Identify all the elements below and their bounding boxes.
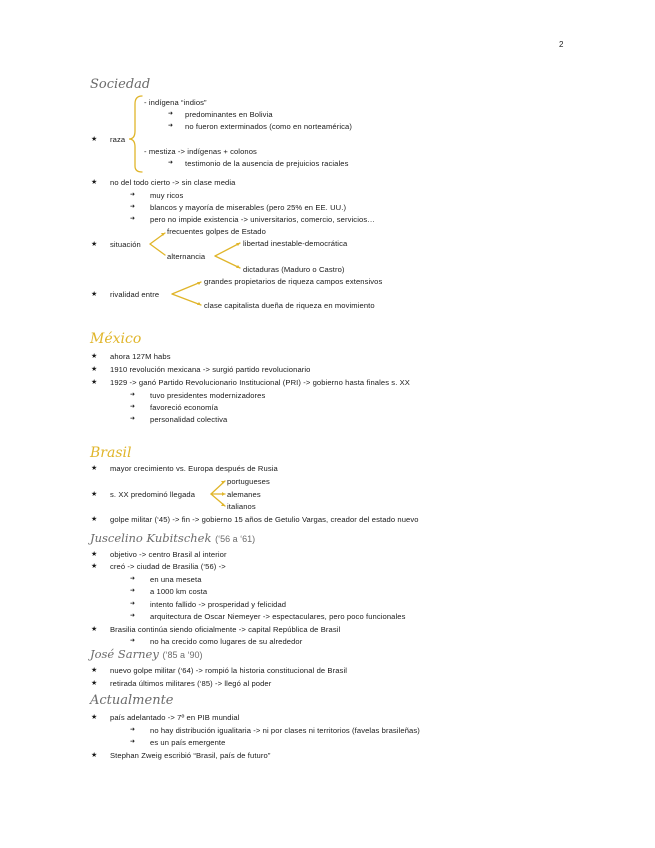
llegada-portugueses: portugueses — [227, 477, 270, 486]
raza-mestiza: - mestiza -> indígenas + colonos — [144, 147, 257, 156]
arrow-bullet-icon: ➜ — [130, 576, 136, 582]
star-bullet-icon: ★ — [91, 366, 98, 373]
list-item: no hay distribución igualitaria -> ni por clases ni territorios (favelas brasileñas) — [150, 726, 420, 735]
rivalidad-arrow-up — [172, 282, 201, 294]
brasil-golpe: golpe militar (‘45) -> fin -> gobierno 15 años de Getulio Vargas, creador del estado nuevo — [110, 515, 419, 524]
arrow-bullet-icon: ➜ — [130, 601, 136, 607]
heading-brasil: Brasil — [90, 445, 132, 461]
star-bullet-icon: ★ — [91, 179, 98, 186]
star-bullet-icon: ★ — [91, 667, 98, 674]
heading-actualmente: Actualmente — [90, 693, 174, 708]
sarney-name: José Sarney — [90, 647, 159, 661]
star-bullet-icon: ★ — [91, 714, 98, 721]
star-bullet-icon: ★ — [91, 291, 98, 298]
star-bullet-icon: ★ — [91, 353, 98, 360]
rivalidad-b: clase capitalista dueña de riqueza en movimiento — [204, 301, 375, 310]
arrow-bullet-icon: ➜ — [130, 216, 136, 222]
arrow-bullet-icon: ➜ — [168, 160, 174, 166]
raza-indigena: - indígena “indios” — [144, 98, 207, 107]
list-item: pero no impide existencia -> universitarios, comercio, servicios… — [150, 215, 375, 224]
arrow-bullet-icon: ➜ — [130, 392, 136, 398]
star-bullet-icon: ★ — [91, 516, 98, 523]
situacion-dictaduras: dictaduras (Maduro o Castro) — [243, 265, 345, 274]
list-item: Stephan Zweig escribió “Brasil, país de futuro” — [110, 751, 271, 760]
list-item: a 1000 km costa — [150, 587, 208, 596]
star-bullet-icon: ★ — [91, 379, 98, 386]
situacion-arrow-down — [150, 244, 165, 255]
raza-brace — [129, 96, 142, 172]
list-item: país adelantado -> 7º en PIB mundial — [110, 713, 240, 722]
clase-media: no del todo cierto -> sin clase media — [110, 178, 236, 187]
arrow-bullet-icon: ➜ — [130, 613, 136, 619]
list-item: en una meseta — [150, 575, 202, 584]
arrow-bullet-icon: ➜ — [168, 111, 174, 117]
star-bullet-icon: ★ — [91, 752, 98, 759]
llegada-italianos: italianos — [227, 502, 256, 511]
list-item: retirada últimos militares (‘85) -> llegó al poder — [110, 679, 272, 688]
list-item: personalidad colectiva — [150, 415, 228, 424]
list-item: objetivo -> centro Brasil al interior — [110, 550, 227, 559]
arrow-bullet-icon: ➜ — [130, 204, 136, 210]
heading-kubitschek — [90, 531, 255, 546]
star-bullet-icon: ★ — [91, 563, 98, 570]
arrow-bullet-icon: ➜ — [168, 123, 174, 129]
list-item: predominantes en Bolivia — [185, 110, 273, 119]
arrow-bullet-icon: ➜ — [130, 727, 136, 733]
arrow-bullet-icon: ➜ — [130, 416, 136, 422]
alternancia-arrow-up — [215, 243, 240, 256]
list-item: no fueron exterminados (como en norteamérica) — [185, 122, 353, 131]
arrow-bullet-icon: ➜ — [130, 404, 136, 410]
list-item: testimonio de la ausencia de prejuicios raciales — [185, 159, 349, 168]
sarney-years: (‘85 a ‘90) — [162, 650, 203, 660]
situacion-libertad: libertad inestable-democrática — [243, 239, 348, 248]
star-bullet-icon: ★ — [91, 491, 98, 498]
brasil-llegada: s. XX predominó llegada — [110, 490, 196, 499]
list-item: 1910 revolución mexicana -> surgió partido revolucionario — [110, 365, 311, 374]
arrow-bullet-icon: ➜ — [130, 192, 136, 198]
star-bullet-icon: ★ — [91, 241, 98, 248]
situacion-label: situación — [110, 240, 141, 249]
rivalidad-a: grandes propietarios de riqueza campos extensivos — [204, 277, 383, 286]
kubitschek-name: Juscelino Kubitschek — [90, 531, 212, 545]
list-item: es un país emergente — [150, 738, 226, 747]
list-item: intento fallido -> prosperidad y felicidad — [150, 600, 287, 609]
raza-label: raza — [110, 135, 126, 144]
list-item: tuvo presidentes modernizadores — [150, 391, 266, 400]
list-item: no ha crecido como lugares de su alrededor — [150, 637, 303, 646]
brasil-crecimiento: mayor crecimiento vs. Europa después de Rusia — [110, 464, 278, 473]
star-bullet-icon: ★ — [91, 136, 98, 143]
arrow-bullet-icon: ➜ — [130, 739, 136, 745]
situacion-golpes: frecuentes golpes de Estado — [167, 227, 266, 236]
list-item: arquitectura de Oscar Niemeyer -> espectaculares, pero poco funcionales — [150, 612, 406, 621]
rivalidad-arrow-down — [172, 294, 201, 305]
star-bullet-icon: ★ — [91, 465, 98, 472]
alternancia-arrow-down — [215, 256, 240, 268]
arrow-bullet-icon: ➜ — [130, 588, 136, 594]
list-item: 1929 -> ganó Partido Revolucionario Institucional (PRI) -> gobierno hasta finales s. XX — [110, 378, 410, 387]
situacion-alternancia: alternancia — [167, 252, 206, 261]
llegada-alemanes: alemanes — [227, 490, 261, 499]
list-item: creó -> ciudad de Brasilia (‘56) -> — [110, 562, 226, 571]
list-item: ahora 127M habs — [110, 352, 171, 361]
kubitschek-years: (‘56 a ‘61) — [215, 534, 256, 544]
heading-mexico: México — [90, 331, 142, 347]
list-item: nuevo golpe militar (‘64) -> rompió la historia constitucional de Brasil — [110, 666, 348, 675]
star-bullet-icon: ★ — [91, 626, 98, 633]
heading-sociedad: Sociedad — [90, 77, 151, 92]
heading-sarney — [90, 647, 203, 662]
list-item: favoreció economía — [150, 403, 219, 412]
star-bullet-icon: ★ — [91, 680, 98, 687]
rivalidad-label: rivalidad entre — [110, 290, 160, 299]
list-item: Brasilia continúa siendo oficialmente -> capital República de Brasil — [110, 625, 341, 634]
list-item: blancos y mayoría de miserables (pero 25% en EE. UU.) — [150, 203, 347, 212]
page-number: 2 — [559, 40, 564, 49]
star-bullet-icon: ★ — [91, 551, 98, 558]
list-item: muy ricos — [150, 191, 184, 200]
arrow-bullet-icon: ➜ — [130, 638, 136, 644]
